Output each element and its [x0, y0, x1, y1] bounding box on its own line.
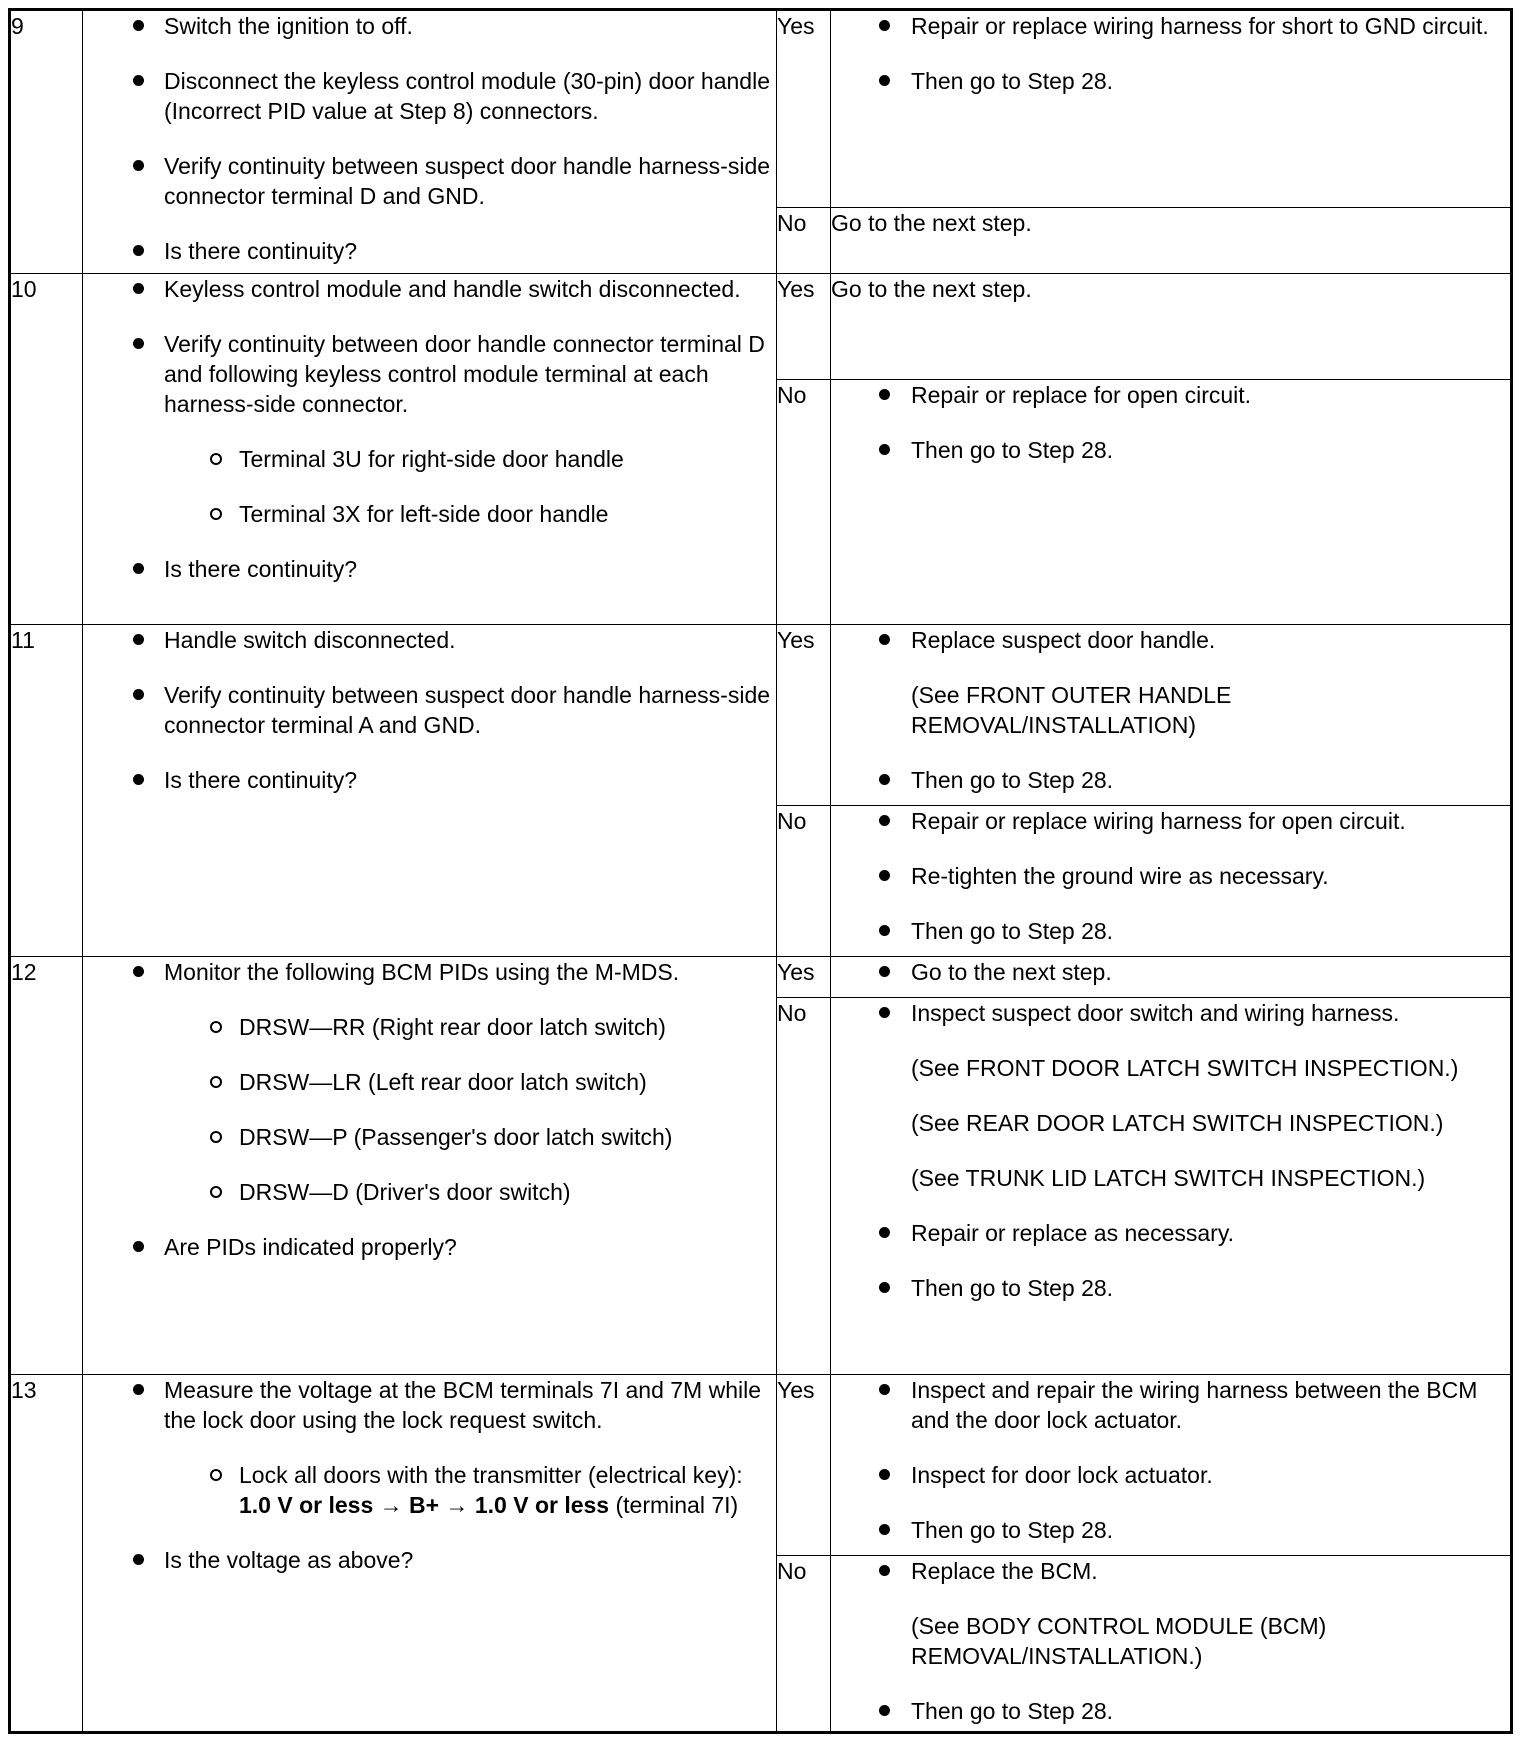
step-actions	[83, 1375, 777, 1733]
outcome-item: Repair or replace as necessary.	[831, 1218, 1510, 1248]
outcome-item: Replace the BCM.	[831, 1556, 1510, 1586]
outcome-item: Inspect for door lock actuator.	[831, 1460, 1510, 1490]
step-actions	[83, 625, 777, 957]
step-number: 10	[10, 274, 83, 625]
action-question: Is there continuity?	[83, 765, 776, 795]
no-outcome	[831, 1556, 1512, 1733]
action-item: Measure the voltage at the BCM terminals 7I and 7M while the lock door using the lock request switch.	[83, 1375, 776, 1435]
yes-label: Yes	[777, 957, 831, 998]
yes-label: Yes	[777, 625, 831, 806]
no-label: No	[777, 806, 831, 957]
outcome-item: Then go to Step 28.	[831, 765, 1510, 795]
yes-outcome	[831, 957, 1512, 998]
yes-label: Yes	[777, 274, 831, 380]
action-item: Keyless control module and handle switch disconnected.	[83, 274, 776, 304]
reference-note: (See REAR DOOR LATCH SWITCH INSPECTION.)	[911, 1110, 1444, 1136]
yes-outcome: Go to the next step.	[831, 274, 1512, 380]
step-number: 11	[10, 625, 83, 957]
step-actions	[83, 10, 777, 274]
step-number: 12	[10, 957, 83, 1375]
step-row	[10, 274, 1512, 380]
yes-outcome	[831, 10, 1512, 208]
no-label: No	[777, 998, 831, 1375]
sub-item: DRSW—D (Driver's door switch)	[83, 1177, 776, 1207]
sub-item-suffix: (terminal 7I)	[609, 1492, 739, 1518]
outcome-item: Then go to Step 28.	[831, 1273, 1510, 1303]
step-row	[10, 625, 1512, 806]
step-row	[10, 10, 1512, 208]
action-item: Disconnect the keyless control module (30-pin) door handle (Incorrect PID value at Step 8) connectors.	[83, 66, 776, 126]
reference-note: (See TRUNK LID LATCH SWITCH INSPECTION.)	[911, 1165, 1426, 1191]
outcome-item: Then go to Step 28.	[831, 1696, 1510, 1726]
outcome-item: Then go to Step 28.	[831, 66, 1510, 96]
reference-note: (See FRONT OUTER HANDLE REMOVAL/INSTALLATION)	[911, 682, 1232, 738]
outcome-item: Repair or replace wiring harness for short to GND circuit.	[831, 11, 1510, 41]
action-item: Switch the ignition to off.	[83, 11, 776, 41]
no-label: No	[777, 1556, 831, 1733]
action-question: Is the voltage as above?	[83, 1545, 776, 1575]
action-question: Is there continuity?	[83, 554, 776, 584]
no-outcome	[831, 998, 1512, 1375]
outcome-item: Inspect suspect door switch and wiring harness.	[831, 998, 1510, 1028]
sub-item	[83, 1460, 776, 1520]
sub-item: DRSW—RR (Right rear door latch switch)	[83, 1012, 776, 1042]
no-outcome	[831, 380, 1512, 625]
sub-item-text: Lock all doors with the transmitter (electrical key):	[239, 1462, 743, 1488]
outcome-item: Repair or replace wiring harness for open circuit.	[831, 806, 1510, 836]
yes-outcome	[831, 1375, 1512, 1556]
sub-item: Terminal 3X for left-side door handle	[83, 499, 776, 529]
yes-label: Yes	[777, 1375, 831, 1556]
reference-note: (See FRONT DOOR LATCH SWITCH INSPECTION.)	[911, 1055, 1459, 1081]
action-item: Verify continuity between suspect door handle harness-side connector terminal A and GND.	[83, 680, 776, 740]
no-label: No	[777, 208, 831, 274]
outcome-item: Inspect and repair the wiring harness between the BCM and the door lock actuator.	[831, 1375, 1510, 1435]
outcome-item: Then go to Step 28.	[831, 435, 1510, 465]
step-actions	[83, 274, 777, 625]
voltage-spec: 1.0 V or less → B+ → 1.0 V or less	[239, 1492, 610, 1518]
outcome-item: Replace suspect door handle.	[831, 625, 1510, 655]
action-item: Verify continuity between suspect door handle harness-side connector terminal D and GND.	[83, 151, 776, 211]
outcome-item: Re-tighten the ground wire as necessary.	[831, 861, 1510, 891]
no-outcome: Go to the next step.	[831, 208, 1512, 274]
yes-outcome	[831, 625, 1512, 806]
sub-item: DRSW—LR (Left rear door latch switch)	[83, 1067, 776, 1097]
action-item: Handle switch disconnected.	[83, 625, 776, 655]
sub-item: DRSW—P (Passenger's door latch switch)	[83, 1122, 776, 1152]
sub-item: Terminal 3U for right-side door handle	[83, 444, 776, 474]
outcome-item: Then go to Step 28.	[831, 1515, 1510, 1545]
step-row	[10, 957, 1512, 998]
step-number: 9	[10, 10, 83, 274]
step-number: 13	[10, 1375, 83, 1733]
outcome-item: Go to the next step.	[831, 957, 1510, 987]
step-row	[10, 1375, 1512, 1556]
reference-note: (See BODY CONTROL MODULE (BCM) REMOVAL/INSTALLATION.)	[911, 1613, 1327, 1669]
yes-label: Yes	[777, 10, 831, 208]
action-item: Monitor the following BCM PIDs using the M-MDS.	[83, 957, 776, 987]
outcome-item: Then go to Step 28.	[831, 916, 1510, 946]
step-actions	[83, 957, 777, 1375]
diagnostic-table	[8, 8, 1513, 1734]
action-question: Is there continuity?	[83, 236, 776, 266]
no-label: No	[777, 380, 831, 625]
diagnostic-page	[8, 8, 1513, 1754]
no-outcome	[831, 806, 1512, 957]
action-item: Verify continuity between door handle connector terminal D and following keyless control module terminal at each harness-side connector.	[83, 329, 776, 419]
action-question: Are PIDs indicated properly?	[83, 1232, 776, 1262]
outcome-item: Repair or replace for open circuit.	[831, 380, 1510, 410]
